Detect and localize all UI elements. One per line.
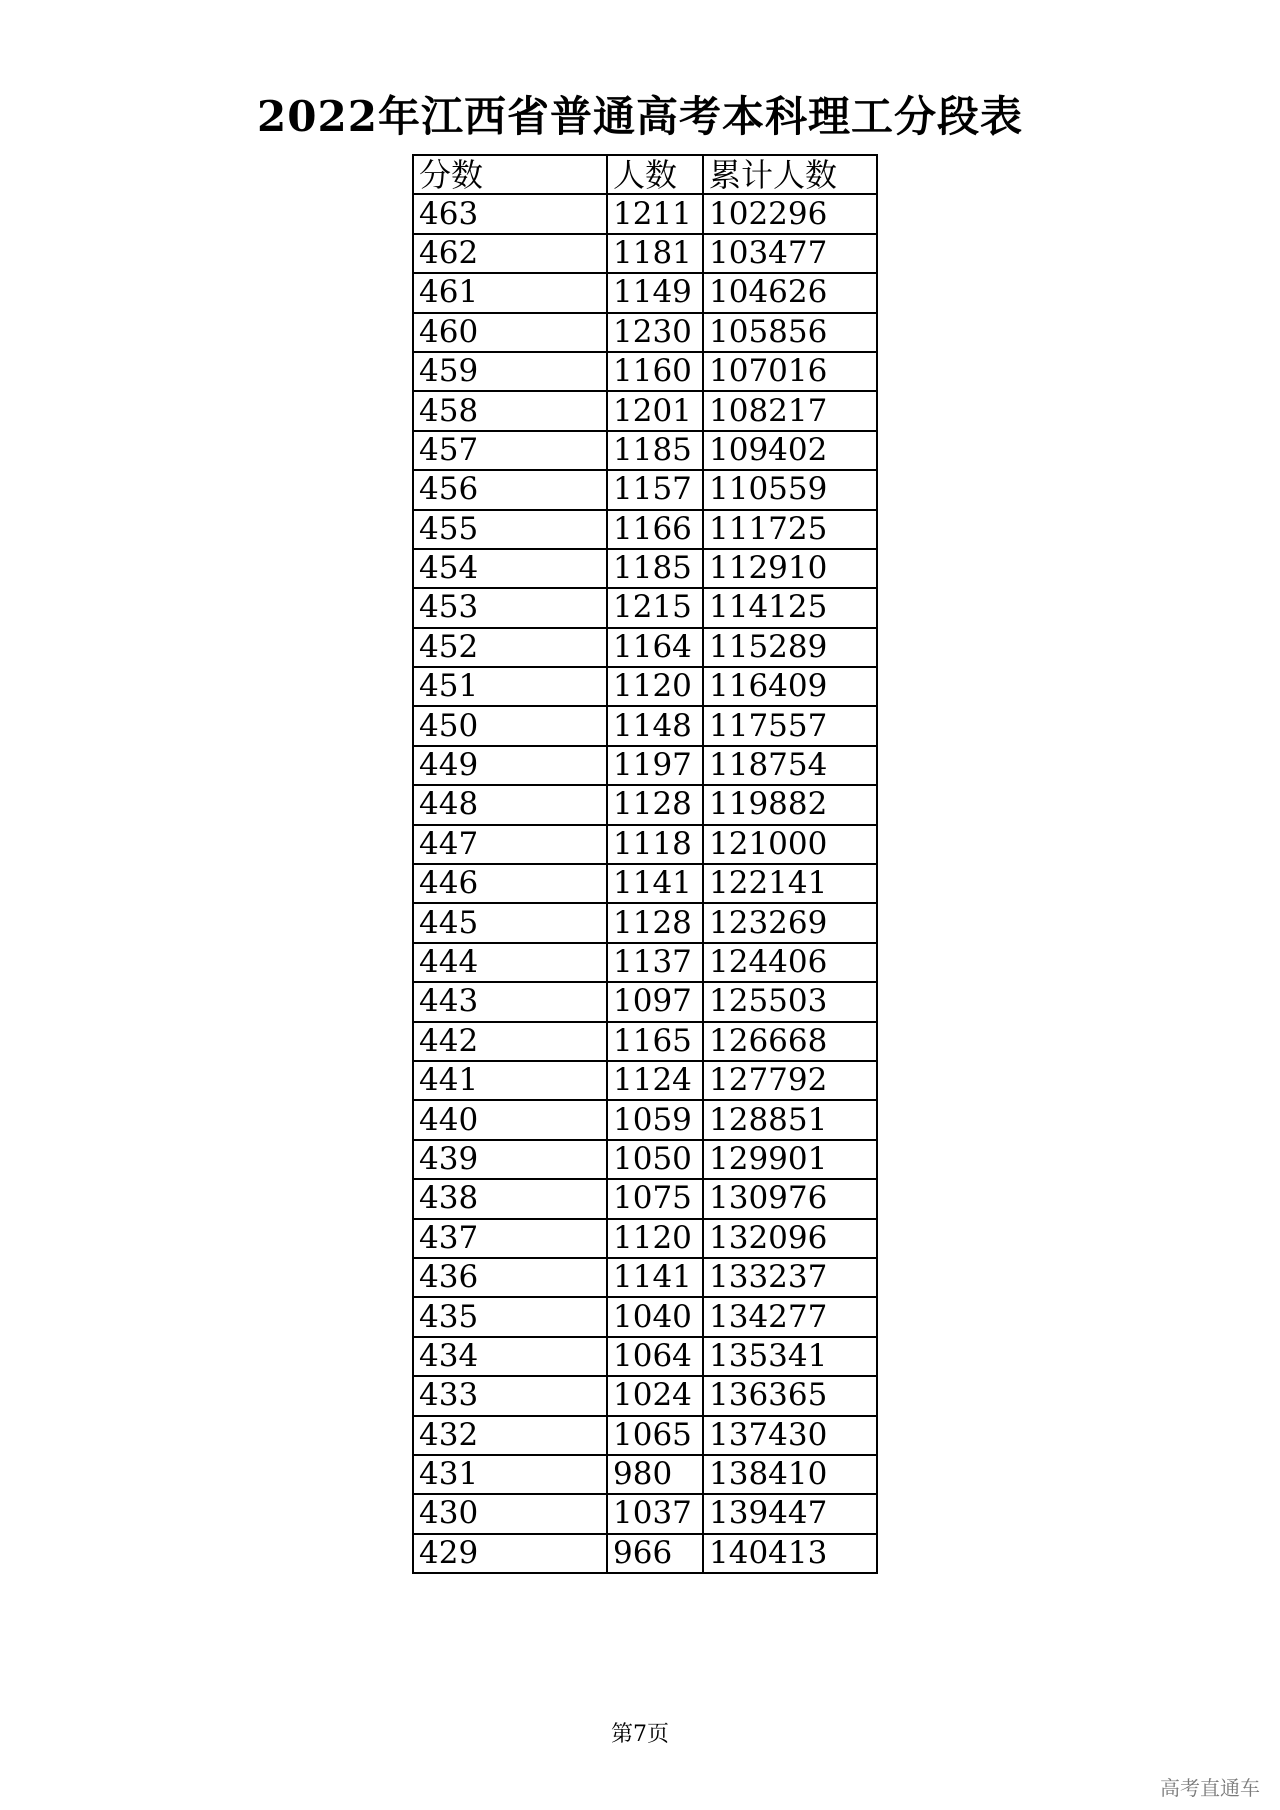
cell-count: 1097 xyxy=(607,982,703,1021)
cell-cumulative: 119882 xyxy=(703,785,877,824)
cell-score: 441 xyxy=(413,1061,607,1100)
cell-cumulative: 117557 xyxy=(703,706,877,745)
cell-cumulative: 127792 xyxy=(703,1061,877,1100)
table-row xyxy=(413,1534,877,1573)
column-header-count: 人数 xyxy=(607,155,703,194)
cell-cumulative: 138410 xyxy=(703,1455,877,1494)
table-row xyxy=(413,1061,877,1100)
cell-count: 1124 xyxy=(607,1061,703,1100)
cell-cumulative: 103477 xyxy=(703,234,877,273)
cell-cumulative: 108217 xyxy=(703,391,877,430)
table-row xyxy=(413,1494,877,1533)
cell-count: 1141 xyxy=(607,1258,703,1297)
cell-score: 450 xyxy=(413,706,607,745)
table-row xyxy=(413,1297,877,1336)
cell-count: 1050 xyxy=(607,1140,703,1179)
cell-score: 440 xyxy=(413,1100,607,1139)
table-row xyxy=(413,588,877,627)
cell-cumulative: 137430 xyxy=(703,1416,877,1455)
table-row xyxy=(413,194,877,233)
cell-score: 457 xyxy=(413,431,607,470)
cell-cumulative: 140413 xyxy=(703,1534,877,1573)
cell-count: 1128 xyxy=(607,785,703,824)
cell-count: 1128 xyxy=(607,903,703,942)
cell-cumulative: 110559 xyxy=(703,470,877,509)
cell-cumulative: 135341 xyxy=(703,1337,877,1376)
cell-count: 1065 xyxy=(607,1416,703,1455)
cell-score: 455 xyxy=(413,510,607,549)
cell-score: 460 xyxy=(413,313,607,352)
cell-cumulative: 109402 xyxy=(703,431,877,470)
cell-cumulative: 139447 xyxy=(703,1494,877,1533)
cell-cumulative: 124406 xyxy=(703,943,877,982)
table-row xyxy=(413,1022,877,1061)
table-row xyxy=(413,628,877,667)
watermark: 高考直通车 xyxy=(1160,1776,1260,1800)
table-row xyxy=(413,785,877,824)
table-body xyxy=(413,194,877,1573)
cell-cumulative: 116409 xyxy=(703,667,877,706)
cell-cumulative: 126668 xyxy=(703,1022,877,1061)
table-row xyxy=(413,273,877,312)
cell-count: 1181 xyxy=(607,234,703,273)
table-row xyxy=(413,470,877,509)
table-row xyxy=(413,864,877,903)
cell-count: 1120 xyxy=(607,667,703,706)
cell-count: 1040 xyxy=(607,1297,703,1336)
cell-count: 1064 xyxy=(607,1337,703,1376)
cell-score: 430 xyxy=(413,1494,607,1533)
cell-count: 1197 xyxy=(607,746,703,785)
cell-cumulative: 104626 xyxy=(703,273,877,312)
cell-cumulative: 112910 xyxy=(703,549,877,588)
table-row xyxy=(413,825,877,864)
cell-score: 462 xyxy=(413,234,607,273)
table-row xyxy=(413,943,877,982)
cell-cumulative: 134277 xyxy=(703,1297,877,1336)
page-title: 2022年江西省普通高考本科理工分段表 xyxy=(257,92,1023,141)
table-row xyxy=(413,1337,877,1376)
cell-count: 966 xyxy=(607,1534,703,1573)
cell-cumulative: 129901 xyxy=(703,1140,877,1179)
cell-count: 1165 xyxy=(607,1022,703,1061)
table-row xyxy=(413,982,877,1021)
cell-score: 438 xyxy=(413,1179,607,1218)
table-row xyxy=(413,352,877,391)
table-header-row xyxy=(413,155,877,194)
table-row xyxy=(413,1219,877,1258)
cell-score: 452 xyxy=(413,628,607,667)
cell-count: 1120 xyxy=(607,1219,703,1258)
cell-count: 1185 xyxy=(607,549,703,588)
table-row xyxy=(413,1416,877,1455)
cell-score: 435 xyxy=(413,1297,607,1336)
cell-cumulative: 111725 xyxy=(703,510,877,549)
table-row xyxy=(413,510,877,549)
cell-count: 1160 xyxy=(607,352,703,391)
table-row xyxy=(413,1179,877,1218)
cell-count: 1157 xyxy=(607,470,703,509)
cell-score: 448 xyxy=(413,785,607,824)
cell-score: 459 xyxy=(413,352,607,391)
cell-score: 431 xyxy=(413,1455,607,1494)
cell-cumulative: 130976 xyxy=(703,1179,877,1218)
table-row xyxy=(413,549,877,588)
cell-count: 1185 xyxy=(607,431,703,470)
cell-count: 1230 xyxy=(607,313,703,352)
table-row xyxy=(413,1376,877,1415)
cell-score: 437 xyxy=(413,1219,607,1258)
cell-score: 447 xyxy=(413,825,607,864)
cell-count: 1141 xyxy=(607,864,703,903)
cell-cumulative: 121000 xyxy=(703,825,877,864)
cell-score: 453 xyxy=(413,588,607,627)
cell-score: 436 xyxy=(413,1258,607,1297)
cell-cumulative: 125503 xyxy=(703,982,877,1021)
cell-score: 429 xyxy=(413,1534,607,1573)
cell-cumulative: 115289 xyxy=(703,628,877,667)
cell-score: 442 xyxy=(413,1022,607,1061)
cell-score: 432 xyxy=(413,1416,607,1455)
cell-score: 456 xyxy=(413,470,607,509)
cell-count: 980 xyxy=(607,1455,703,1494)
cell-cumulative: 102296 xyxy=(703,194,877,233)
cell-score: 446 xyxy=(413,864,607,903)
table-row xyxy=(413,1455,877,1494)
table-row xyxy=(413,234,877,273)
cell-score: 449 xyxy=(413,746,607,785)
table-row xyxy=(413,431,877,470)
cell-cumulative: 118754 xyxy=(703,746,877,785)
cell-count: 1149 xyxy=(607,273,703,312)
cell-cumulative: 114125 xyxy=(703,588,877,627)
cell-cumulative: 107016 xyxy=(703,352,877,391)
table-row xyxy=(413,1140,877,1179)
cell-count: 1137 xyxy=(607,943,703,982)
table-row xyxy=(413,903,877,942)
cell-score: 444 xyxy=(413,943,607,982)
cell-score: 443 xyxy=(413,982,607,1021)
cell-count: 1166 xyxy=(607,510,703,549)
cell-score: 433 xyxy=(413,1376,607,1415)
cell-score: 463 xyxy=(413,194,607,233)
table-row xyxy=(413,1258,877,1297)
cell-cumulative: 132096 xyxy=(703,1219,877,1258)
cell-count: 1215 xyxy=(607,588,703,627)
column-header-cumulative: 累计人数 xyxy=(703,155,877,194)
column-header-score: 分数 xyxy=(413,155,607,194)
table-row xyxy=(413,391,877,430)
cell-count: 1059 xyxy=(607,1100,703,1139)
table-row xyxy=(413,1100,877,1139)
cell-score: 454 xyxy=(413,549,607,588)
cell-score: 458 xyxy=(413,391,607,430)
cell-cumulative: 105856 xyxy=(703,313,877,352)
cell-cumulative: 133237 xyxy=(703,1258,877,1297)
cell-count: 1148 xyxy=(607,706,703,745)
cell-score: 434 xyxy=(413,1337,607,1376)
page-number: 第7页 xyxy=(611,1722,669,1747)
table-row xyxy=(413,313,877,352)
cell-count: 1024 xyxy=(607,1376,703,1415)
cell-count: 1037 xyxy=(607,1494,703,1533)
table-row xyxy=(413,746,877,785)
cell-count: 1201 xyxy=(607,391,703,430)
cell-count: 1118 xyxy=(607,825,703,864)
table-row xyxy=(413,667,877,706)
cell-cumulative: 128851 xyxy=(703,1100,877,1139)
cell-score: 451 xyxy=(413,667,607,706)
cell-score: 461 xyxy=(413,273,607,312)
score-distribution-table xyxy=(412,154,878,1574)
cell-score: 439 xyxy=(413,1140,607,1179)
cell-score: 445 xyxy=(413,903,607,942)
cell-count: 1164 xyxy=(607,628,703,667)
cell-cumulative: 123269 xyxy=(703,903,877,942)
cell-count: 1075 xyxy=(607,1179,703,1218)
cell-cumulative: 122141 xyxy=(703,864,877,903)
cell-count: 1211 xyxy=(607,194,703,233)
cell-cumulative: 136365 xyxy=(703,1376,877,1415)
table-row xyxy=(413,706,877,745)
